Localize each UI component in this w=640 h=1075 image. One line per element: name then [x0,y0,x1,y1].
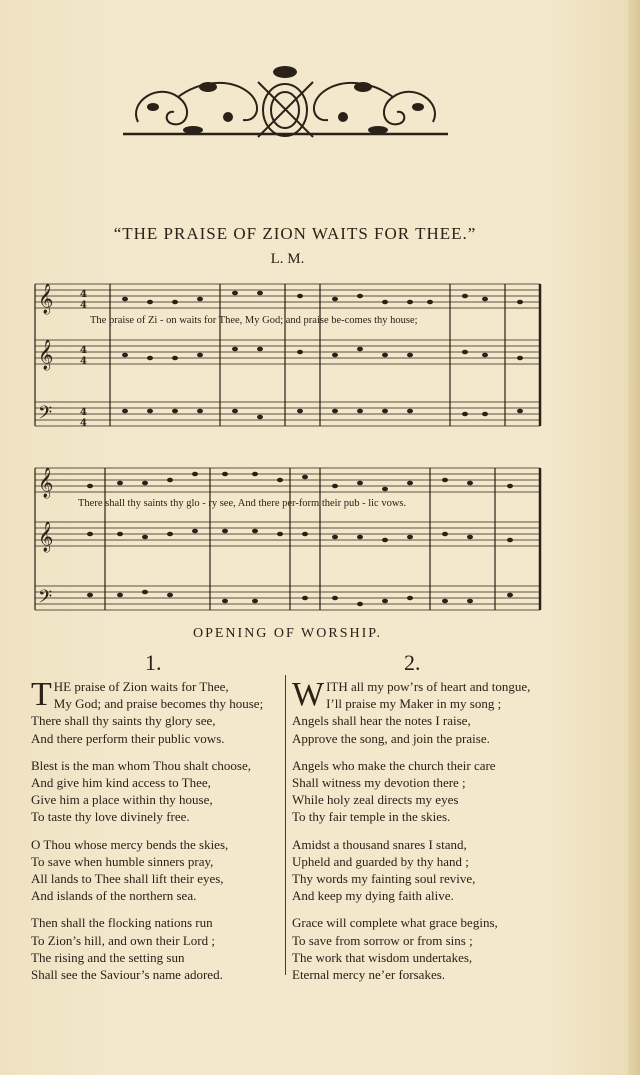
verse-line: To taste thy love divinely free. [31,809,190,825]
svg-text:𝄢: 𝄢 [38,403,53,428]
svg-text:4: 4 [80,300,87,311]
verse-line: Blest is the man whom Thou shalt choose, [31,757,252,773]
floral-ornament [118,62,453,142]
stanza [31,678,281,747]
page-edge [628,0,640,1075]
svg-text:4: 4 [80,289,87,300]
stanza [292,678,552,747]
verse-line: To Zion’s hill, and own their Lord ; [31,932,215,948]
verse-line: Shall witness my devotion there ; [292,775,466,791]
column-divider [285,675,286,975]
verse-line: To thy fair temple in the skies. [292,809,451,825]
verse-line: And there perform their public vows. [31,730,225,746]
svg-text:𝄞: 𝄞 [38,284,54,314]
stanza [292,757,552,826]
verse-line: I’ll praise my Maker in my song ; [326,696,502,712]
poem-2-number: 2. [404,650,421,675]
verse-line: Eternal mercy ne’er forsakes. [292,967,446,983]
drop-cap: T [31,676,52,713]
verse-line: And keep my dying faith alive. [292,888,454,904]
stanza [31,914,281,983]
verse-line: HE praise of Zion waits for Thee, [53,679,229,694]
verse-line: Angels shall hear the notes I raise, [292,713,471,729]
stanza [31,757,281,826]
verse-line: Angels who make the church their care [292,757,496,773]
svg-text:𝄞: 𝄞 [38,522,54,552]
poem-1 [31,678,281,993]
verse-line: Approve the song, and join the praise. [292,730,490,746]
svg-text:𝄢: 𝄢 [38,587,53,612]
hymn-title: “THE PRAISE OF ZION WAITS FOR THEE.” [113,224,477,243]
verse-line: All lands to Thee shall lift their eyes, [31,871,224,887]
verse-line: The rising and the setting sun [31,949,185,965]
lyrics-line-1: The praise of Zi - on waits for Thee, My God; and praise be-comes thy house; [90,315,418,326]
poem-1-number: 1. [145,650,162,675]
svg-text:4: 4 [80,345,87,356]
verse-line: Grace will complete what grace begins, [292,915,498,931]
verse-line: To save from sorrow or from sins ; [292,932,473,948]
verse-line: And give him kind access to Thee, [31,775,211,791]
stanza [31,836,281,905]
verse-line: ITH all my pow’rs of heart and tongue, [326,679,531,694]
svg-text:4: 4 [80,407,87,418]
verse-line: The work that wisdom undertakes, [292,949,473,965]
verse-line: To save when humble sinners pray, [31,853,214,869]
section-title: OPENING OF WORSHIP. [192,626,383,641]
stanza [292,836,552,905]
verse-line: My God; and praise becomes thy house; [53,696,264,712]
lyrics-line-2: There shall thy saints thy glo - ry see, And there per-form their pub - lic vows. [78,498,407,509]
svg-text:𝄞: 𝄞 [38,340,54,370]
svg-text:4: 4 [80,356,87,367]
verse-line: Amidst a thousand snares I stand, [292,836,467,852]
hymn-meter: L. M. [270,251,305,267]
drop-cap: W [292,676,325,713]
verse-line: While holy zeal directs my eyes [292,792,459,808]
verse-line: And islands of the northern sea. [31,888,197,904]
verse-line: Give him a place within thy house, [31,792,213,808]
verse-line: O Thou whose mercy bends the skies, [31,836,229,852]
svg-text:4: 4 [80,418,87,429]
svg-text:𝄞: 𝄞 [38,468,54,498]
verse-line: Upheld and guarded by thy hand ; [292,853,469,869]
verse-line: Then shall the flocking nations run [31,915,213,931]
verse-line: Shall see the Saviour’s name adored. [31,967,223,983]
verse-line: Thy words my fainting soul revive, [292,871,476,887]
poem-2 [292,678,552,993]
verse-line: There shall thy saints thy glory see, [31,713,216,729]
stanza [292,914,552,983]
